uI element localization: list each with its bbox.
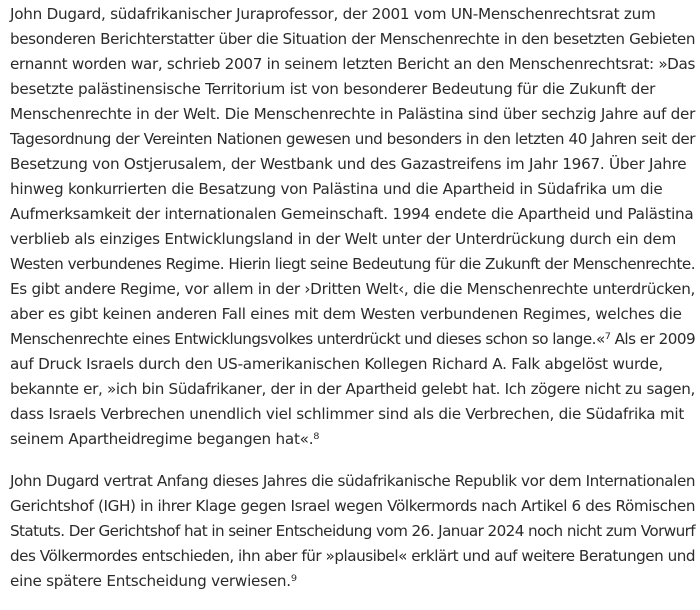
text-line: Statuts. Der Gerichtshof hat in seiner Entscheidung vom 26. Januar 2024 noch nicht zum Vorwurf bbox=[10, 522, 696, 540]
text-line: Gerichtshof (IGH) in ihrer Klage gegen Israel wegen Völkermords nach Artikel 6 des Römischen bbox=[10, 497, 696, 515]
text-line: besetzte palästinensische Territorium ist von besonderer Bedeutung für die Zukunft der bbox=[10, 80, 656, 98]
text-line: John Dugard, südafrikanischer Juraprofessor, der 2001 vom UN-Menschenrechtsrat zum bbox=[10, 5, 656, 23]
text-line: ernannt worden war, schrieb 2007 in seinem letzten Bericht an den Menschenrechtsrat: »Das bbox=[10, 55, 696, 73]
text-line: aber es gibt keinen anderen Fall eines mit dem Westen verbundenen Regimes, welches die bbox=[10, 305, 682, 323]
paragraph-1 bbox=[10, 2, 696, 452]
text-line: besonderen Berichterstatter über die Situation der Menschenrechte in den besetzten Gebieten bbox=[10, 30, 696, 48]
text-line: hinweg konkurrierten die Besatzung von Palästina und die Apartheid in Südafrika um die bbox=[10, 180, 663, 198]
text-line: Es gibt andere Regime, vor allem in der ›Dritten Welt‹, die die Menschenrechte unterdrücken, bbox=[10, 280, 696, 298]
article-body bbox=[10, 2, 696, 594]
text-line: Besetzung von Ostjerusalem, der Westbank und des Gazastreifens im Jahr 1967. Über Jahre bbox=[10, 155, 687, 173]
text-line: des Völkermordes entschieden, ihn aber für »plausibel« erklärt und auf weitere Beratungen und bbox=[10, 547, 696, 565]
text-line: seinem Apartheidregime begangen hat«.⁸ bbox=[10, 430, 320, 448]
text-line: John Dugard vertrat Anfang dieses Jahres die südafrikanische Republik vor dem Internationalen bbox=[10, 472, 696, 490]
text-line: Westen verbundenes Regime. Hierin liegt seine Bedeutung für die Zukunft der Menschenrechte. bbox=[10, 255, 696, 273]
text-line: verblieb als einziges Entwicklungsland in der Welt unter der Unterdrückung durch ein dem bbox=[10, 230, 677, 248]
text-line: auf Druck Israels durch den US-amerikanischen Kollegen Richard A. Falk abgelöst wurde, bbox=[10, 355, 663, 373]
text-line: bekannte er, »ich bin Südafrikaner, der in der Apartheid gelebt hat. Ich zögere nicht zu sagen, bbox=[10, 380, 696, 398]
text-line: Menschenrechte in der Welt. Die Menschenrechte in Palästina sind über sechzig Jahre auf der bbox=[10, 105, 696, 123]
text-line: Menschenrechte eines Entwicklungsvolkes unterdrückt und dieses schon so lange.«⁷ Als er 2009 bbox=[10, 330, 696, 348]
text-line: Aufmerksamkeit der internationalen Gemeinschaft. 1994 endete die Apartheid und Palästina bbox=[10, 205, 694, 223]
paragraph-2 bbox=[10, 469, 696, 594]
text-line: eine spätere Entscheidung verwiesen.⁹ bbox=[10, 572, 297, 590]
text-line: Tagesordnung der Vereinten Nationen gewesen und besonders in den letzten 40 Jahren seit der bbox=[10, 130, 696, 148]
text-line: dass Israels Verbrechen unendlich viel schlimmer sind als die Verbrechen, die Südafrika mit bbox=[10, 405, 685, 423]
